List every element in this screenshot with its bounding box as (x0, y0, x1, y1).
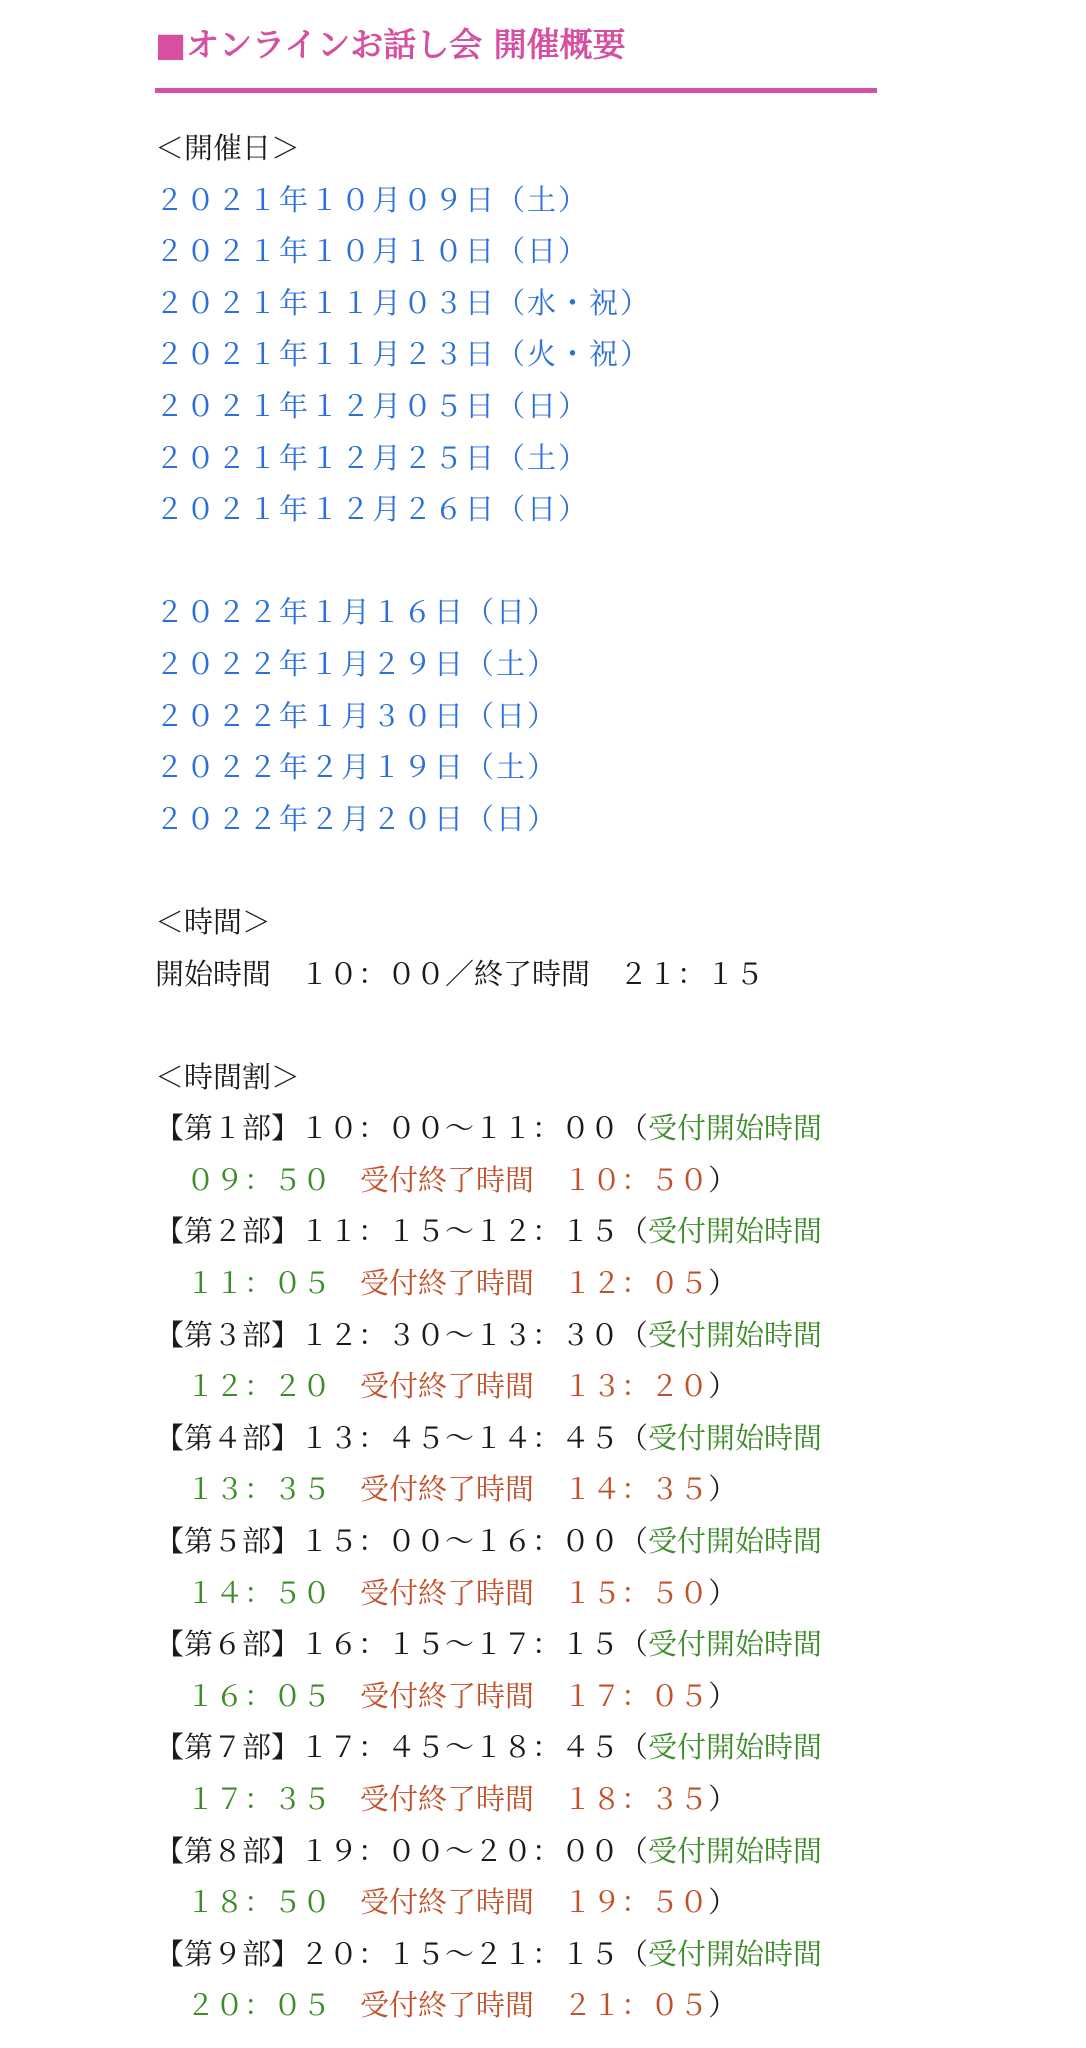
reception-start-label: 受付開始時間 (648, 1524, 823, 1559)
close-paren: ） (708, 1885, 738, 1920)
reception-start-time: ０９：５０ (186, 1162, 332, 1197)
spacer (155, 845, 895, 897)
part-time: １２：３０〜１３：３０ (300, 1317, 620, 1352)
close-paren: ） (708, 1472, 738, 1507)
reception-start-label: 受付開始時間 (648, 1420, 823, 1455)
spacer (155, 1000, 895, 1052)
reception-end-time: １８：３５ (563, 1782, 709, 1816)
open-paren: （ (619, 1420, 649, 1455)
close-paren: ） (708, 1266, 738, 1301)
reception-start-time: １２：２０ (186, 1369, 332, 1404)
schedule-reception-line (155, 1671, 895, 1723)
reception-start-label: 受付開始時間 (648, 1111, 823, 1146)
reception-end-time: １５：５０ (563, 1575, 709, 1610)
date-item: ２０２１年１０月０９日（土） (155, 182, 590, 217)
schedule-reception-line (155, 1568, 895, 1620)
date-item: ２０２１年１０月１０日（日） (155, 234, 590, 269)
part-time: １０：００〜１１：００ (300, 1111, 620, 1146)
reception-end-label: 受付終了時間 (360, 1472, 535, 1507)
reception-end-time: １０：５０ (563, 1162, 709, 1197)
part-number: 【第４部】 (155, 1420, 301, 1455)
schedule-reception-line (155, 1361, 895, 1413)
dates-label: ＜開催日＞ (155, 131, 301, 165)
reception-end-label: 受付終了時間 (360, 1369, 535, 1404)
open-paren: （ (619, 1214, 649, 1249)
schedule-part-line (155, 1310, 895, 1362)
reception-end-label: 受付終了時間 (360, 1988, 535, 2023)
open-paren: （ (619, 1111, 649, 1146)
reception-start-label: 受付開始時間 (648, 1317, 823, 1352)
date-item: ２０２１年１２月０５日（日） (155, 388, 590, 423)
close-paren: ） (708, 1782, 738, 1816)
reception-start-label: 受付開始時間 (648, 1627, 823, 1662)
schedule-part-line (155, 1722, 895, 1774)
part-number: 【第１部】 (155, 1111, 301, 1146)
reception-end-label: 受付終了時間 (360, 1782, 535, 1816)
reception-end-time: ２１：０５ (563, 1988, 709, 2023)
schedule-reception-line (155, 1155, 895, 1207)
part-time: １９：００〜２０：００ (300, 1833, 620, 1868)
reception-start-time: １８：５０ (186, 1885, 332, 1920)
schedule-part-line (155, 1103, 895, 1155)
reception-start-time: １４：５０ (186, 1575, 332, 1610)
part-time: １１：１５〜１２：１５ (300, 1214, 620, 1249)
time-text: 開始時間 １０：００／終了時間 ２１：１５ (155, 956, 765, 991)
close-paren: ） (708, 1678, 738, 1713)
date-item: ２０２２年１月１６日（日） (155, 595, 559, 630)
close-paren: ） (708, 1988, 738, 2023)
spacer (155, 536, 895, 588)
schedule-reception-line (155, 1877, 895, 1929)
part-time: １６：１５〜１７：１５ (300, 1627, 620, 1662)
part-time: １３：４５〜１４：４５ (300, 1420, 620, 1455)
schedule-part-line (155, 1413, 895, 1465)
part-number: 【第７部】 (155, 1730, 301, 1765)
date-item: ２０２１年１１月２３日（火・祝） (155, 337, 652, 372)
reception-start-time: １６：０５ (186, 1678, 332, 1713)
part-number: 【第６部】 (155, 1627, 301, 1662)
reception-start-time: ２０：０５ (186, 1988, 332, 2023)
schedule-part-line (155, 1206, 895, 1258)
date-item: ２０２１年１１月０３日（水・祝） (155, 285, 652, 320)
reception-start-label: 受付開始時間 (648, 1214, 823, 1249)
reception-start-label: 受付開始時間 (648, 1730, 823, 1765)
reception-start-time: １１：０５ (186, 1266, 332, 1301)
open-paren: （ (619, 1627, 649, 1662)
event-overview (155, 18, 895, 2032)
date-item: ２０２２年１月３０日（日） (155, 698, 559, 733)
reception-end-label: 受付終了時間 (360, 1885, 535, 1920)
date-item: ２０２２年１月２９日（土） (155, 646, 559, 681)
reception-start-time: １３：３５ (186, 1472, 332, 1507)
open-paren: （ (619, 1730, 649, 1765)
schedule-part-line (155, 1516, 895, 1568)
part-number: 【第３部】 (155, 1317, 301, 1352)
reception-start-label: 受付開始時間 (648, 1833, 823, 1868)
open-paren: （ (619, 1936, 649, 1971)
part-time: １５：００〜１６：００ (300, 1524, 620, 1559)
reception-end-label: 受付終了時間 (360, 1266, 535, 1301)
reception-start-time: １７：３５ (186, 1782, 332, 1816)
part-number: 【第５部】 (155, 1524, 301, 1559)
reception-end-time: １３：２０ (563, 1369, 709, 1404)
close-paren: ） (708, 1162, 738, 1197)
close-paren: ） (708, 1575, 738, 1610)
schedule-list (155, 1103, 895, 2032)
part-time: ２０：１５〜２１：１５ (300, 1936, 620, 1971)
schedule-reception-line (155, 1464, 895, 1516)
dates-2022-list (155, 587, 895, 845)
reception-end-label: 受付終了時間 (360, 1162, 535, 1197)
reception-end-time: １４：３５ (563, 1472, 709, 1507)
schedule-reception-line (155, 1258, 895, 1310)
schedule-reception-line (155, 1774, 895, 1826)
date-item: ２０２１年１２月２５日（土） (155, 440, 590, 475)
time-label: ＜時間＞ (155, 904, 272, 939)
part-number: 【第９部】 (155, 1936, 301, 1971)
part-number: 【第８部】 (155, 1833, 301, 1868)
reception-end-label: 受付終了時間 (360, 1678, 535, 1713)
reception-start-label: 受付開始時間 (648, 1936, 823, 1971)
open-paren: （ (619, 1524, 649, 1559)
date-item: ２０２２年２月１９日（土） (155, 750, 559, 785)
schedule-part-line (155, 1929, 895, 1981)
dates-2021-list (155, 175, 895, 536)
schedule-label: ＜時間割＞ (155, 1059, 301, 1094)
reception-end-label: 受付終了時間 (360, 1575, 535, 1610)
part-number: 【第２部】 (155, 1214, 301, 1249)
reception-end-time: １２：０５ (563, 1266, 709, 1301)
schedule-part-line (155, 1619, 895, 1671)
title-underline (155, 88, 877, 93)
close-paren: ） (708, 1369, 738, 1404)
reception-end-time: １９：５０ (563, 1885, 709, 1920)
part-time: １７：４５〜１８：４５ (300, 1730, 620, 1765)
open-paren: （ (619, 1833, 649, 1868)
schedule-reception-line (155, 1980, 895, 2032)
open-paren: （ (619, 1317, 649, 1352)
date-item: ２０２１年１２月２６日（日） (155, 492, 590, 527)
page-title: ■オンラインお話し会 開催概要 (155, 25, 626, 64)
reception-end-time: １７：０５ (563, 1678, 709, 1713)
date-item: ２０２２年２月２０日（日） (155, 801, 559, 836)
schedule-part-line (155, 1826, 895, 1878)
